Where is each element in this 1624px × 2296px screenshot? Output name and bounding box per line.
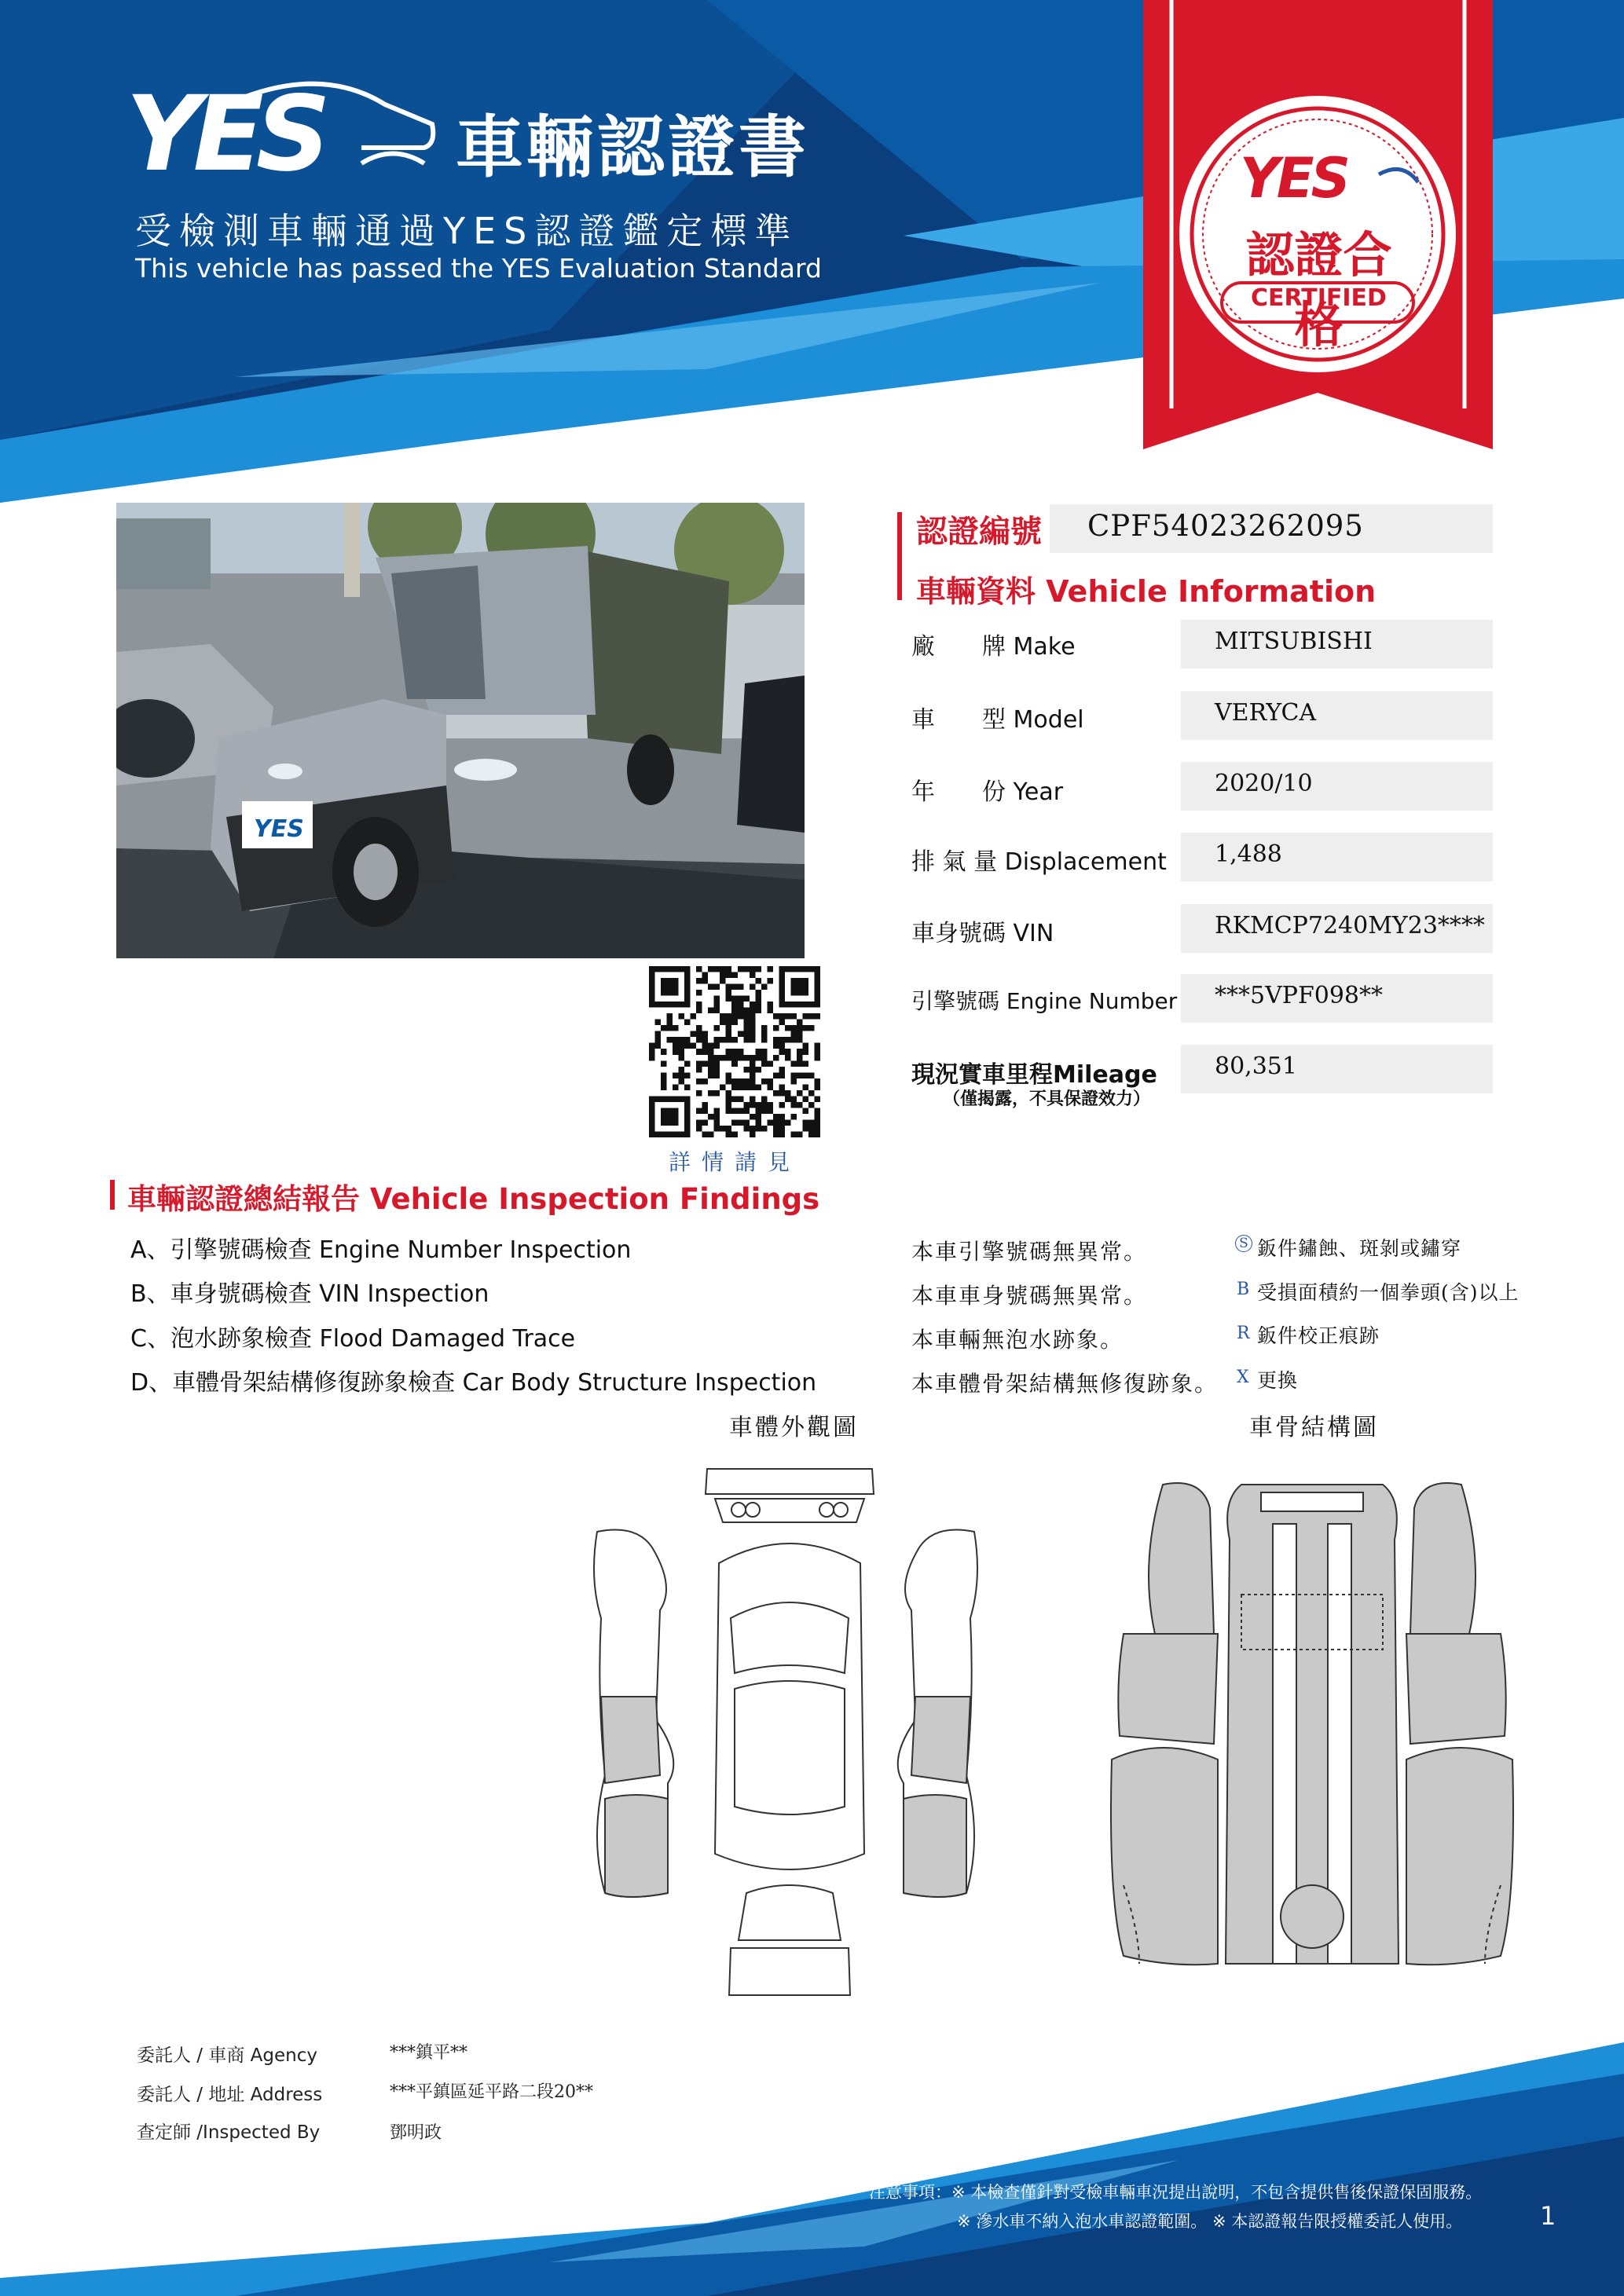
finding-d-result: 本車體骨架結構無修復跡象。 <box>911 1371 1219 1397</box>
model-label: 車 型 Model <box>911 706 1084 734</box>
make-label: 廠 牌 Make <box>911 633 1076 661</box>
page-number: 1 <box>1540 2201 1556 2231</box>
exterior-diagram-title: 車體外觀圖 <box>729 1414 859 1441</box>
structure-diagram-title: 車骨結構圖 <box>1249 1414 1379 1441</box>
address-label: 委託人 / 地址 Address <box>137 2085 323 2105</box>
yes-logo-text: YES <box>126 74 323 195</box>
seal-main-text: 認證合格 <box>1245 226 1392 353</box>
findings-accent-bar <box>110 1180 115 1210</box>
document-title: 車輛認證書 <box>456 108 809 187</box>
certificate-number-label: 認證編號 <box>916 514 1042 550</box>
seal-sub-text: CERTIFIED <box>1251 284 1387 312</box>
vehicle-photo <box>116 503 805 958</box>
footer-background <box>0 2042 1624 2296</box>
agency-value: ***鎮平** <box>390 2043 468 2063</box>
license-plate-text: YES <box>254 815 304 843</box>
inspector-value: 鄧明政 <box>390 2123 442 2143</box>
legend-b-text: 受損面積約一個拳頭(含)以上 <box>1257 1281 1520 1304</box>
engine-number-label: 引擎號碼 Engine Number <box>911 988 1178 1014</box>
finding-c-label: C、泡水跡象檢查 Flood Damaged Trace <box>130 1325 576 1353</box>
yes-logo <box>126 69 440 195</box>
vin-label: 車身號碼 VIN <box>911 920 1054 947</box>
finding-d-label: D、車體骨架結構修復跡象檢查 Car Body Structure Inspection <box>130 1369 817 1397</box>
make-value: MITSUBISHI <box>1215 628 1373 655</box>
qr-label: 詳情請見 <box>668 1149 801 1175</box>
legend-r-symbol: R <box>1237 1324 1250 1343</box>
vin-value: RKMCP7240MY23**** <box>1215 912 1485 939</box>
structure-diagram <box>1108 1477 1516 1987</box>
address-value: ***平鎮區延平路二段20** <box>390 2082 593 2102</box>
legend-s-symbol: S <box>1235 1235 1252 1252</box>
exterior-diagram <box>581 1461 990 2011</box>
subtitle-english: This vehicle has passed the YES Evaluation Standard <box>135 253 822 284</box>
engine-number-value: ***5VPF098** <box>1215 982 1384 1009</box>
subtitle-chinese: 受檢測車輛通過YES認證鑑定標準 <box>135 210 799 252</box>
legend-b-symbol: B <box>1237 1280 1250 1299</box>
certificate-number-value: CPF54023262095 <box>1087 509 1364 543</box>
agency-label: 委託人 / 車商 Agency <box>137 2045 317 2066</box>
mileage-note: （僅揭露，不具保證效力） <box>943 1089 1151 1109</box>
model-value: VERYCA <box>1215 699 1317 727</box>
legend-s-text: 鈑件鏽蝕、斑剝或鏽穿 <box>1257 1237 1462 1260</box>
mileage-label: 現況實車里程Mileage <box>911 1061 1157 1089</box>
legend-r-text: 鈑件校正痕跡 <box>1257 1324 1380 1347</box>
displacement-label: 排 氣 量 Displacement <box>911 848 1167 876</box>
displacement-value: 1,488 <box>1215 840 1282 868</box>
finding-a-result: 本車引擎號碼無異常。 <box>911 1239 1148 1265</box>
notice-line-2: ※ 滲水車不納入泡水車認證範圍。 ※ 本認證報告限授權委託人使用。 <box>957 2212 1463 2231</box>
year-value: 2020/10 <box>1215 770 1313 797</box>
vehicle-info-title: 車輛資料 Vehicle Information <box>916 574 1377 609</box>
legend-x-symbol: X <box>1237 1368 1249 1387</box>
finding-a-label: A、引擎號碼檢查 Engine Number Inspection <box>130 1236 632 1264</box>
notice-line-1: 注意事項：※ 本檢查僅針對受檢車輛車況提出說明，不包含提供售後保證保固服務。 <box>869 2183 1483 2202</box>
mileage-value: 80,351 <box>1215 1053 1297 1080</box>
finding-c-result: 本車輛無泡水跡象。 <box>911 1327 1124 1353</box>
legend-x-text: 更換 <box>1257 1369 1299 1392</box>
inspector-label: 查定師 /Inspected By <box>137 2122 321 2143</box>
finding-b-label: B、車身號碼檢查 VIN Inspection <box>130 1280 489 1308</box>
findings-title: 車輛認證總結報告 Vehicle Inspection Findings <box>127 1182 820 1216</box>
seal-logo-text: YES <box>1240 146 1347 211</box>
qr-code[interactable] <box>649 966 820 1137</box>
finding-b-result: 本車車身號碼無異常。 <box>911 1283 1148 1309</box>
section-accent-bar <box>897 512 902 600</box>
year-label: 年 份 Year <box>911 778 1064 806</box>
